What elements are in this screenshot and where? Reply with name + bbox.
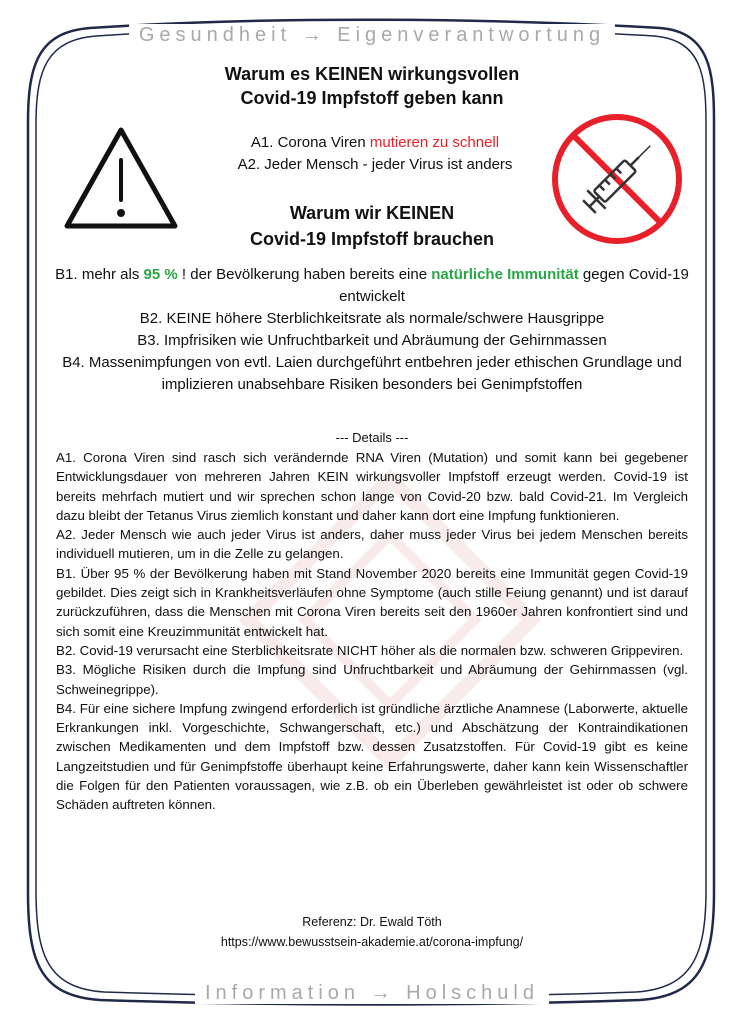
a1-highlight: mutieren zu schnell xyxy=(369,134,500,151)
a-points xyxy=(210,132,540,176)
reference xyxy=(60,912,684,952)
a1-prefix: A1. Corona Viren xyxy=(250,134,370,151)
b1-suffix: gegen Covid-19 entwickelt xyxy=(339,266,689,305)
bottom-banner-text: Information → Holschuld xyxy=(195,982,549,1004)
top-banner-text: Gesundheit → Eigenverantwortung xyxy=(129,24,615,46)
reference-label: Referenz: Dr. Ewald Töth xyxy=(302,915,442,929)
b1-highlight: natürliche Immunität xyxy=(431,266,579,283)
b1-middle: ! der Bevölkerung haben bereits eine xyxy=(177,266,432,283)
heading-2 xyxy=(60,200,684,252)
b1-percent: 95 % xyxy=(143,266,178,283)
b3-point: B3. Impfrisiken wie Unfruchtbarkeit und Abräumung der Gehirnmassen xyxy=(137,332,607,349)
details-paragraph-a1: A1. Corona Viren sind rasch sich verändernde RNA Viren (Mutation) und somit kann bei gegebener Entwicklungsdauer von mehreren Jahren KEIN wirkungsvoller Impfstoff erzeugt werden. Covid-19 ist bereits mehrfach mutiert und wir sprechen schon lange von Covid-20 bzw. bald Covid-21. Im Vergleich dazu bleibt der Tetanus Virus ziemlich konstant und daher kann dort eine Impfung funktionieren. xyxy=(56,450,688,523)
heading-2-line-1: Warum wir KEINEN xyxy=(289,203,455,223)
heading-1 xyxy=(60,62,684,110)
heading-1-line-1: Warum es KEINEN wirkungsvollen xyxy=(224,64,520,84)
top-banner xyxy=(0,24,744,47)
a1-point xyxy=(210,132,540,154)
reference-url: https://www.bewusstsein-akademie.at/corona-impfung/ xyxy=(220,935,524,949)
details-heading: --- Details --- xyxy=(335,430,409,445)
bottom-banner xyxy=(0,982,744,1005)
details-paragraph-b3: B3. Mögliche Risiken durch die Impfung sind Unfruchtbarkeit und Abräumung der Gehirnmassen (vgl. Schweinegrippe). xyxy=(56,662,688,697)
heading-2-line-2: Covid-19 Impfstoff brauchen xyxy=(249,229,495,249)
b1-point xyxy=(48,264,696,308)
details-paragraph-b1: B1. Über 95 % der Bevölkerung haben mit Stand November 2020 bereits eine Immunität gegen Covid-19 gebildet. Dies zeigt sich in Krankheitsverläufen ohne Symptome (auch stille Feiung genannt) und ist darauf zurückzuführen, dass die Menschen mit Corona Viren bereits seit den 1960er Jahren konfrontiert sind und sich somit eine Kreuzimmunität entwickelt hat. xyxy=(56,565,688,639)
details-paragraph-a2: A2. Jeder Mensch wie auch jeder Virus ist anders, daher muss jeder Virus bei jedem Menschen bereits individuell mutieren, um in die Zelle zu gelangen. xyxy=(56,527,688,562)
b-points xyxy=(48,264,696,396)
a2-point: A2. Jeder Mensch - jeder Virus ist anders xyxy=(237,156,513,173)
heading-1-line-2: Covid-19 Impfstoff geben kann xyxy=(240,88,504,108)
b2-point: B2. KEINE höhere Sterblichkeitsrate als normale/schwere Hausgrippe xyxy=(139,310,605,327)
b1-prefix: B1. mehr als xyxy=(55,266,144,283)
b4-point: B4. Massenimpfungen von evtl. Laien durchgeführt entbehren jeder ethischen Grundlage und implizieren unabsehbare Risiken besonders bei Genimpfstoffen xyxy=(62,354,682,393)
details-paragraph-b2: B2. Covid-19 verursacht eine Sterblichkeitsrate NICHT höher als die normalen bzw. schweren Grippeviren. xyxy=(56,642,684,658)
details-text xyxy=(56,448,688,815)
details-paragraph-b4: B4. Für eine sichere Impfung zwingend erforderlich ist gründliche ärztliche Anamnese (Laborwerte, aktuelle Erkrankungen inkl. Vorgeschichte, Schwangerschaft, etc.) und Abschätzung der Kontraindikationen zwischen Medikamenten und dem Impfstoff bzw. dessen Zusatzstoffen. Für Covid-19 gibt es keine Langzeitstudien und für Genimpfstoffe überhaupt keine Erfahrungswerte, daher kann kein Wissenschaftler die Folgen für den Patienten voraussagen, wie z.B. ob ein Überleben gewährleistet ist oder ob schwere Schäden auftreten können. xyxy=(56,700,688,813)
